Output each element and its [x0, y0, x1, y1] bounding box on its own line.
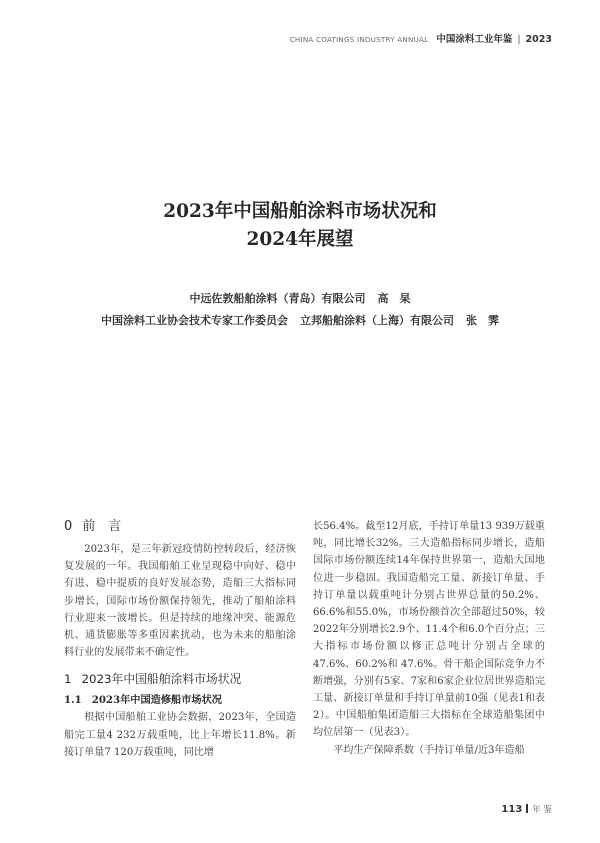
section-number: 0 [64, 519, 73, 534]
author-affiliation: 中远佐敦船舶涂料（青岛）有限公司 [189, 292, 366, 305]
author-block [0, 288, 600, 332]
author-name: 张 霁 [466, 314, 499, 327]
article-title [0, 198, 600, 254]
title-line-2: 2024年展望 [246, 229, 354, 250]
author-line-1 [0, 288, 600, 310]
author-line-2 [0, 310, 600, 332]
author-affiliation: 立邦船舶涂料（上海）有限公司 [300, 314, 454, 327]
section-heading-intro [64, 518, 296, 536]
section-title: 2023年中国船舶涂料市场状况 [81, 672, 242, 687]
left-column [64, 518, 296, 761]
journal-year: 2023 [525, 34, 552, 45]
page-footer [501, 803, 552, 815]
subsection-number: 1.1 [64, 694, 82, 707]
footer-bar [526, 804, 528, 813]
section-title: 前 言 [82, 519, 122, 534]
subsection-title: 2023年中国造修船市场状况 [91, 694, 222, 707]
author-affiliation: 中国涂料工业协会技术专家工作委员会 [101, 314, 288, 327]
header-separator: | [517, 34, 521, 45]
section-heading-1 [64, 670, 296, 688]
body-paragraph: 平均生产保障系数（手持订单量/近3年造船 [333, 744, 525, 756]
body-paragraph: 根据中国船舶工业协会数据，2023年，全国造船完工量4 232万载重吨，比上年增长11.8%。新接订单量7 120万载重吨，同比增 [64, 712, 296, 758]
section-number: 1 [64, 672, 72, 687]
body-paragraph: 长56.4%。截至12月底，手持订单量13 939万载重吨，同比增长32%。三大造船指标同步增长，造船国际市场份额连续14年保持世界第一，造船大国地位进一步稳固。我国造船完工量、新接订单量、手持订单量以载重吨计分别占世界总量的50.2%、66.6%和55.0%，市场份额首次全部超过50%，较2022年分别增长2.9个、11.4个和6.0个百分点；三大指标市场份额以修正总吨计分别占全球的47.6%、60.2%和 47.6%。骨干船企国际竞争力不断增强，分别有5家、7家和6家企业位居世界造船完工量、新接订单量和手持订单量前10强（见表1和表2）。中国船舶集团造船三大指标在全球造船集团中均位居第一（见表3）。 [313, 521, 545, 739]
author-name: 高 杲 [377, 292, 411, 305]
subsection-heading [64, 692, 296, 709]
body-paragraph: 2023年，是三年新冠疫情防控转段后，经济恢复发展的一年。我国船舶工业呈现稳中向好、稳中有进、稳中提质的良好发展态势，造船三大指标同步增长，国际市场份额保持领先，推动了船舶涂料行业迎来一波增长。但是持续的地缘冲突、能源危机、通货膨胀等多重因素扰动，也为未来的船舶涂料行业的发展带来不确定性。 [64, 544, 296, 659]
running-header [290, 31, 552, 45]
page-number: 113 [501, 804, 523, 815]
journal-name-chinese: 中国涂料工业年鉴 [436, 34, 513, 45]
title-line-1: 2023年中国船舶涂料市场状况和 [163, 201, 437, 222]
journal-name-english: CHINA COATINGS INDUSTRY ANNUAL [289, 35, 429, 44]
right-column [313, 518, 545, 759]
footer-label: 年 鉴 [532, 805, 552, 815]
